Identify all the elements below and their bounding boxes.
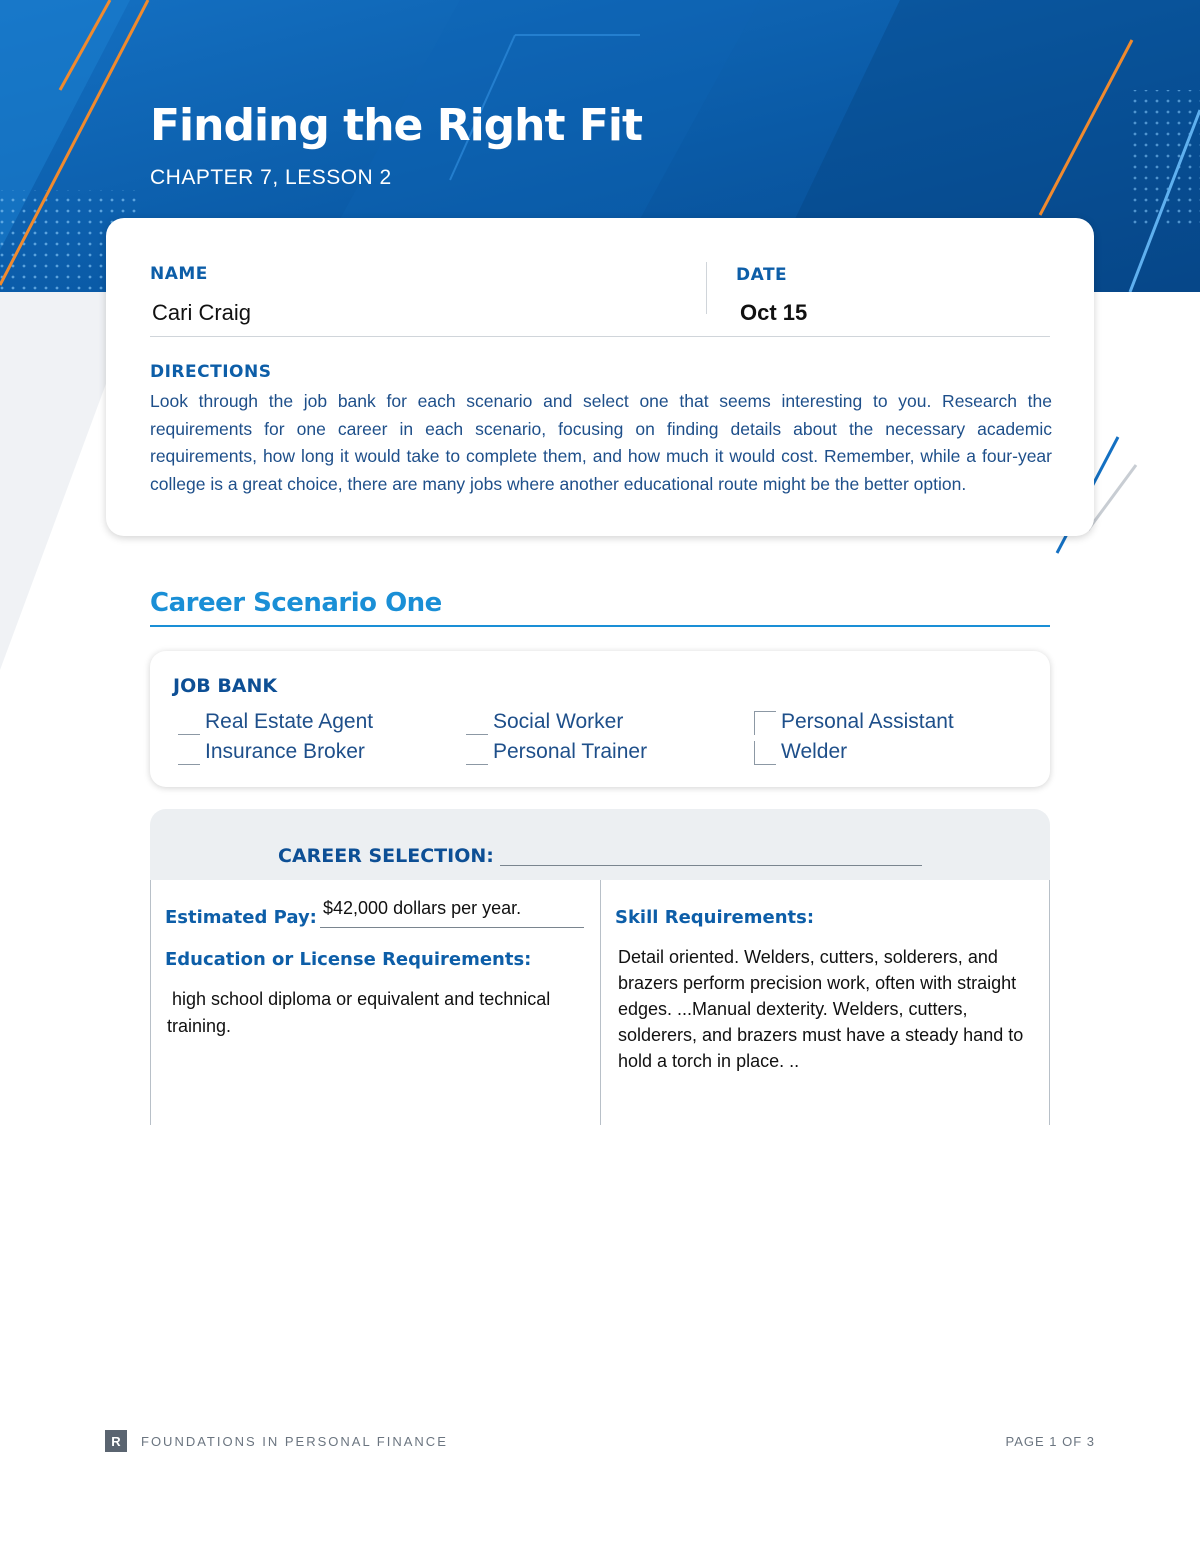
career-selection-header [150,809,1050,880]
job-label: Personal Trainer [493,740,648,763]
left-border [150,880,151,1125]
job-option-personal-assistant[interactable] [754,707,954,735]
name-field[interactable]: Cari Craig [152,300,252,325]
right-border [1049,880,1050,1125]
job-option-social-worker[interactable] [466,707,623,735]
job-option-insurance-broker[interactable] [178,737,365,765]
career-selection-section [150,809,1050,1125]
job-blank[interactable] [178,713,200,735]
job-bank-card [150,651,1050,787]
job-blank[interactable] [178,743,200,765]
footer-course-title: FOUNDATIONS IN PERSONAL FINANCE [141,1434,448,1449]
footer-page-number: PAGE 1 OF 3 [1005,1434,1095,1449]
career-selection-field[interactable] [500,865,922,866]
date-label: DATE [736,265,788,285]
scenario-heading: Career Scenario One [150,588,442,618]
job-label: Welder [781,740,848,763]
education-label: Education or License Requirements: [165,949,532,970]
job-blank[interactable] [466,743,488,765]
directions-text: Look through the job bank for each scenario and select one that seems interesting to you. Research the requirements for one career in each scenario, focusing on finding details about the necessary academic requirements, how long it would take to complete them, and how much it would cost. Remember, while a four-year college is a great choice, there are many jobs where another educational route might be the better option. [150,391,1052,494]
pay-label: Estimated Pay: [165,907,317,928]
column-divider [600,880,601,1125]
scenario-rule [150,625,1050,627]
directions-label: DIRECTIONS [150,362,272,382]
job-blank[interactable] [466,713,488,735]
info-card [106,218,1094,536]
page-subtitle: CHAPTER 7, LESSON 2 [150,166,392,189]
job-option-personal-trainer[interactable] [466,737,647,765]
job-option-welder[interactable] [754,737,847,765]
info-divider [150,336,1050,337]
education-value: high school diploma or equivalent and technical training. [167,989,551,1036]
name-label: NAME [150,264,208,284]
job-checkbox[interactable] [754,741,776,765]
job-label: Real Estate Agent [205,710,374,733]
pay-underline [320,927,584,928]
skill-label: Skill Requirements: [615,907,815,928]
date-field[interactable]: Oct 15 [740,300,808,325]
job-label: Personal Assistant [781,710,954,733]
skill-field[interactable]: Detail oriented. Welders, cutters, solderers, and brazers perform precision work, often with straight edges. ...Manual dexterity. Welders, cutters, solderers, and brazers must have a steady hand to hold a torch in place. .. [618,947,1024,1071]
page-title: Finding the Right Fit [150,100,643,151]
career-selection-label: CAREER SELECTION: [278,845,494,867]
brand-logo: R [105,1430,127,1452]
pay-field[interactable]: $42,000 dollars per year. [323,898,522,918]
job-option-real-estate-agent[interactable] [178,707,373,735]
job-checkbox[interactable] [754,711,776,735]
job-label: Social Worker [493,710,624,733]
job-label: Insurance Broker [205,740,365,763]
education-field[interactable] [167,986,587,1040]
job-bank-label: JOB BANK [173,675,278,697]
field-divider [706,262,707,314]
